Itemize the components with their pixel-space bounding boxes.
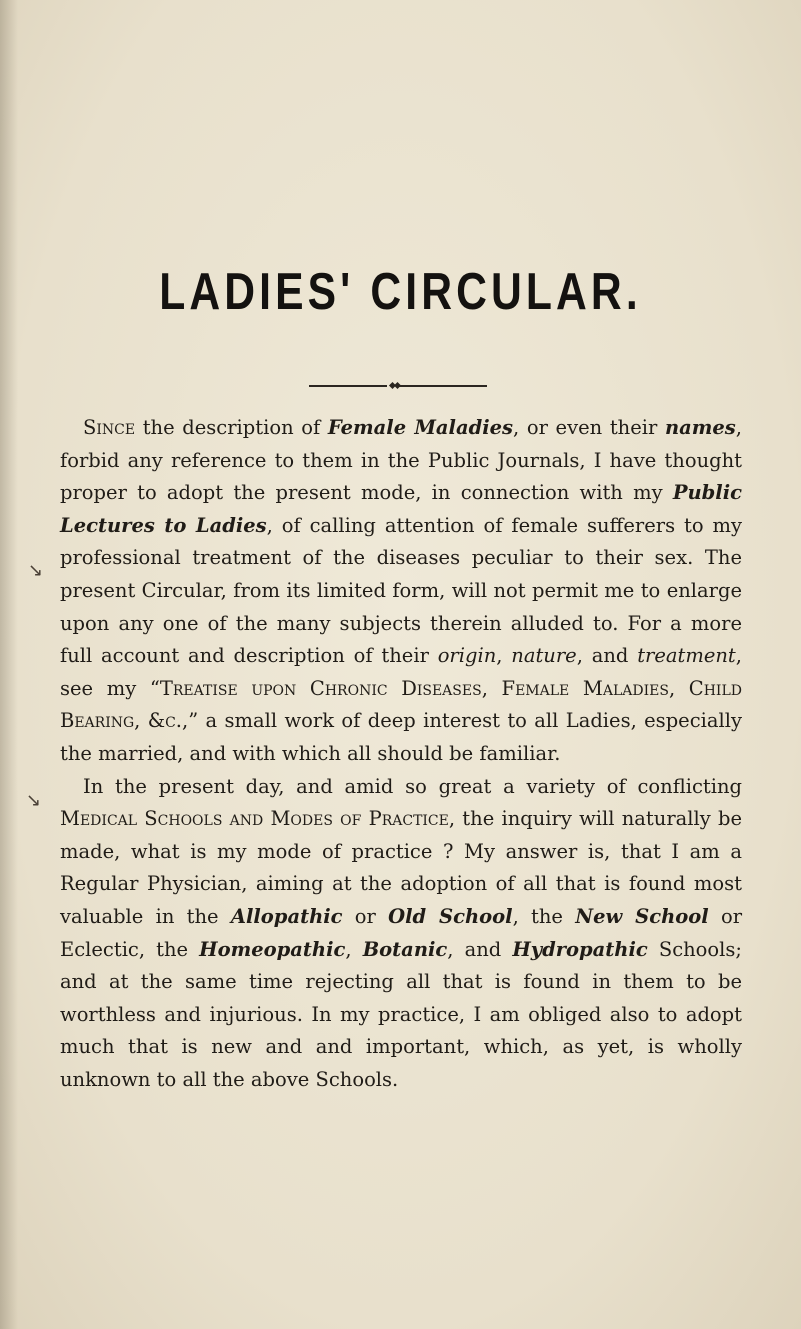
text-run: or <box>342 904 389 928</box>
text-run: , see my “ <box>60 644 742 700</box>
text-run: Treatise upon Chronic Diseases, Female Maladies, Child Bearing, &c. <box>60 676 742 733</box>
body-text <box>60 412 742 1096</box>
text-run: origin <box>437 644 497 668</box>
text-run: , the <box>512 904 576 928</box>
text-run: , of calling attention of female sufferers to my professional treatment of the diseases peculiar to their sex. The present Circular, from its limited form, will not permit me to enlarge upon any one of the many subjects therein alluded to. For a more full account and description of their <box>60 513 743 668</box>
text-run: , forbid any reference to them in the Public Journals, I have thought proper to adopt the present mode, in connection with my <box>60 416 742 505</box>
text-run: Female Maladies <box>327 416 514 439</box>
text-run: , or even their <box>513 416 665 439</box>
title-rule-ornament <box>309 382 487 390</box>
page-edge-shadow <box>0 0 18 1329</box>
text-run: , <box>345 937 363 961</box>
text-run: Allopathic <box>230 904 343 928</box>
margin-mark-icon: ↘ <box>28 560 44 581</box>
text-run: or Eclectic, the <box>60 904 743 961</box>
rule-line-right <box>399 385 487 387</box>
text-run: Schools; and at the same time rejecting all that is found in them to be worthless and injurious. In my practice, I am obliged also to adopt much that is new and and important, which, as yet, is wholly unknown to all the above Schools. <box>60 937 742 1091</box>
text-run: , and <box>576 644 638 668</box>
paragraph <box>60 771 742 1097</box>
text-run: Botanic <box>362 937 448 961</box>
text-run: Homeopathic <box>199 937 346 961</box>
margin-mark-icon: ↘ <box>26 790 42 811</box>
text-run: , and <box>447 937 513 961</box>
rule-line-left <box>309 385 387 387</box>
text-run: Old School <box>388 904 513 928</box>
text-run: ,” a small work of deep interest to all Ladies, especially the married, and with which all should be familiar. <box>60 709 742 765</box>
paragraph <box>60 412 742 771</box>
document-title: LADIES' CIRCULAR. <box>159 263 642 321</box>
text-run: In the present day, and amid so great a variety of conflicting <box>83 774 742 798</box>
text-run: New School <box>575 904 709 928</box>
text-run: the description of <box>135 416 328 439</box>
text-run: , the inquiry will naturally be made, what is my mode of practice ? My answer is, that I am a Regular Physician, aiming at the adoption of all that is found most valuable in the <box>60 807 743 928</box>
text-run: , <box>496 644 512 668</box>
text-run: nature <box>511 644 577 668</box>
text-run: Medical Schools and Modes of Practice <box>60 807 449 831</box>
text-run: Hydropathic <box>512 937 648 961</box>
text-run: Since <box>83 416 136 439</box>
text-run: Public Lectures to Ladies <box>60 481 742 537</box>
text-run: treatment <box>637 644 736 668</box>
text-run: names <box>664 416 736 439</box>
